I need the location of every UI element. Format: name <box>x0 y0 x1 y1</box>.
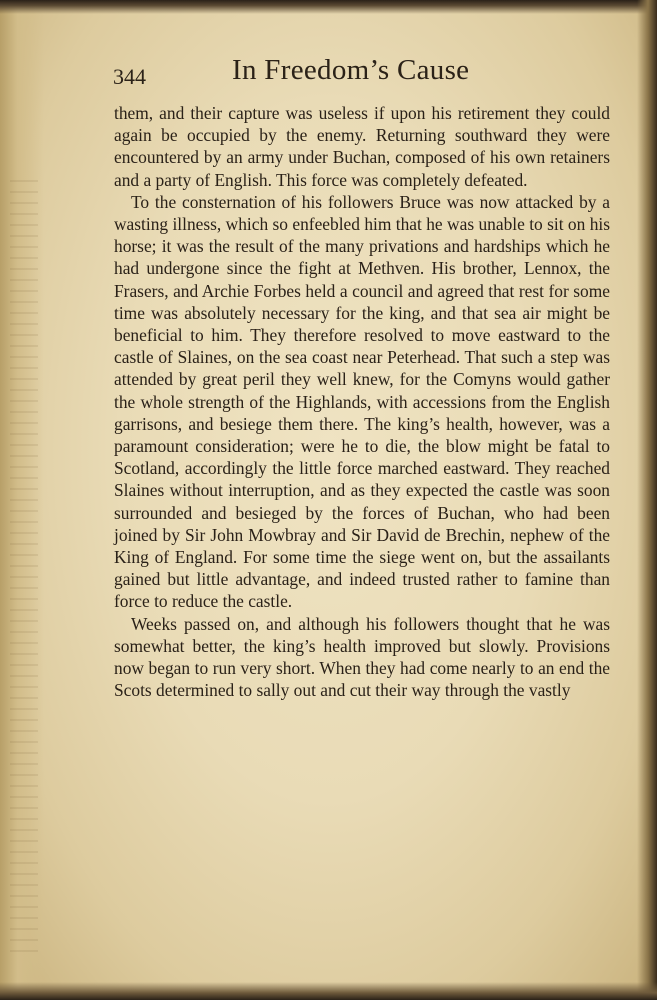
page-bottom-edge <box>0 982 657 1000</box>
paragraph: Weeks passed on, and although his followers thought that he was somewhat better, the king’s health improved but slowly. Provisions now began to run very short. When they had come nearly to an end the Scots determined to sally out and cut their way through the vastly <box>114 613 610 701</box>
paragraph: To the consternation of his followers Bruce was now attacked by a wasting illness, which so enfeebled him that he was unable to sit on his horse; it was the result of the many privations and hardships which he had undergone since the fight at Methven. His brother, Lennox, the Frasers, and Archie Forbes held a council and agreed that rest for some time was absolutely necessary for the king, and that sea air might be beneficial to him. They therefore resolved to move eastward to the castle of Slaines, on the sea coast near Peterhead. That such a step was attended by great peril they well knew, for the Comyns would gather the whole strength of the Highlands, with accessions from the English garrisons, and besiege them there. The king’s health, however, was a paramount consideration; were he to die, the blow might be fatal to Scotland, accordingly the little force marched eastward. They reached Slaines without interruption, and as they expected the castle was soon surrounded and besieged by the forces of Buchan, who had been joined by Sir John Mowbray and Sir David de Brechin, nephew of the King of England. For some time the siege went on, but the assailants gained but little advantage, and indeed trusted rather to famine than force to reduce the castle. <box>114 191 610 612</box>
paragraph: them, and their capture was useless if upon his retirement they could again be occupied by the enemy. Returning southward they were encountered by an army under Buchan, composed of his own retainers and a party of English. This force was completely defeated. <box>114 103 610 190</box>
page-number: 344 <box>113 64 146 89</box>
gutter-marks <box>10 180 38 960</box>
page-top-edge <box>0 0 657 14</box>
running-title: In Freedom’s Cause <box>232 54 470 86</box>
body-text <box>114 102 610 701</box>
page-right-edge <box>637 0 657 1000</box>
page-header <box>0 54 657 94</box>
